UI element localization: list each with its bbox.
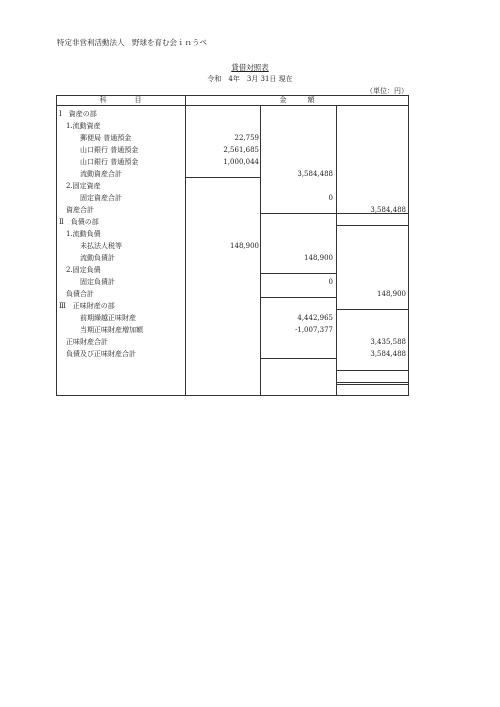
row-amount-c1 [186, 168, 259, 180]
row-amount-c3 [338, 180, 406, 192]
row-amount-c1 [186, 120, 259, 132]
row-amount-c3 [338, 228, 406, 240]
row-amount-c1: 148,900 [230, 242, 259, 250]
row-amount-c3: 148,900 [377, 290, 406, 298]
row-amount-c3 [338, 120, 406, 132]
row-amount-c1 [186, 276, 259, 288]
row-label: 山口銀行 普通預金 [59, 158, 139, 166]
as-of-date: 令和 4年 3月 31日 現在 [207, 75, 293, 83]
row-label: 未払法人税等 [59, 242, 122, 250]
balance-sheet-table [56, 95, 409, 396]
row-amount-c2 [262, 216, 333, 228]
row-amount-c3 [338, 240, 406, 252]
row-label: 2.固定資産 [59, 182, 101, 190]
row-amount-c2 [262, 336, 333, 348]
row-label: 正味財産合計 [59, 338, 108, 346]
rule-net-total-bottom [337, 382, 408, 383]
row-amount-c1 [186, 216, 259, 228]
row-amount-c2 [262, 240, 333, 252]
row-amount-c3 [338, 300, 406, 312]
row-amount-c2 [262, 132, 333, 144]
row-amount-c2: 0 [328, 194, 333, 202]
amount-col1-divider [260, 105, 261, 395]
row-label: 2.固定負債 [59, 266, 101, 274]
header-amount: 金 額 [279, 96, 315, 104]
row-amount-c3 [338, 144, 406, 156]
row-amount-c1 [186, 108, 259, 120]
row-amount-c1: 1,000,044 [223, 158, 259, 166]
row-amount-c2: -1,007,377 [295, 326, 333, 334]
row-amount-c3: 3,584,488 [370, 206, 406, 214]
row-amount-c3: 3,435,588 [370, 338, 406, 346]
header-subject: 科 目 [99, 96, 142, 104]
row-label: 当期正味財産増加額 [59, 326, 143, 334]
row-label: 1.流動負債 [59, 230, 101, 238]
row-amount-c1 [186, 228, 259, 240]
row-amount-c1 [186, 264, 259, 276]
row-amount-c3 [338, 264, 406, 276]
row-amount-c3 [338, 108, 406, 120]
row-label: 1.流動資産 [59, 122, 101, 130]
row-amount-c1 [186, 324, 259, 336]
row-amount-c1 [186, 312, 259, 324]
row-amount-c2 [262, 348, 333, 360]
rule-net-total-top [337, 370, 408, 371]
row-amount-c1 [186, 180, 259, 192]
row-amount-c2 [262, 204, 333, 216]
row-label: 山口銀行 普通預金 [59, 146, 139, 154]
row-amount-c3 [338, 216, 406, 228]
row-amount-c1 [186, 204, 259, 216]
row-label: 流動資産合計 [59, 170, 122, 178]
row-label: 負債合計 [59, 290, 94, 298]
row-amount-c3 [338, 276, 406, 288]
row-amount-c3 [338, 324, 406, 336]
row-amount-c2 [262, 120, 333, 132]
header-divider [56, 105, 408, 106]
row-amount-c3 [338, 132, 406, 144]
row-amount-c1 [186, 336, 259, 348]
row-amount-c1 [186, 252, 259, 264]
row-amount-c2 [262, 144, 333, 156]
row-amount-c3 [338, 312, 406, 324]
row-label: Ⅰ 資産の部 [59, 110, 97, 118]
row-amount-c3 [338, 168, 406, 180]
row-amount-c2: 148,900 [304, 254, 333, 262]
row-label: 前期繰越正味財産 [59, 314, 136, 322]
row-amount-c1: 2,561,685 [223, 146, 259, 154]
document-title-wrap [0, 62, 500, 73]
row-amount-c2 [262, 288, 333, 300]
row-amount-c1: 22,759 [234, 134, 259, 142]
row-amount-c1 [186, 348, 259, 360]
row-label: 固定資産合計 [59, 194, 122, 202]
document-title: 貸借対照表 [231, 63, 269, 72]
row-amount-c2 [262, 264, 333, 276]
row-label: 負債及び正味財産合計 [59, 350, 136, 358]
row-label: Ⅲ 正味財産の部 [59, 302, 115, 310]
rule-net-total-double [337, 384, 408, 385]
row-amount-c2: 3,584,488 [297, 170, 333, 178]
row-amount-c2: 0 [328, 278, 333, 286]
row-amount-c2 [262, 228, 333, 240]
row-amount-c3: 3,584,488 [370, 350, 406, 358]
row-amount-c2 [262, 108, 333, 120]
row-label: 固定負債計 [59, 278, 115, 286]
organization-name: 特定非営利活動法人 野球を育む会ｉｎうべ [57, 38, 207, 47]
row-amount-c3 [338, 156, 406, 168]
unit-label: （単位：円） [366, 87, 408, 95]
row-amount-c1 [186, 192, 259, 204]
row-amount-c2: 4,442,965 [297, 314, 333, 322]
row-amount-c3 [338, 252, 406, 264]
row-label: Ⅱ 負債の部 [59, 218, 99, 226]
row-label: 郵便局 普通預金 [59, 134, 132, 142]
row-amount-c2 [262, 180, 333, 192]
row-label: 流動負債計 [59, 254, 115, 262]
row-amount-c3 [338, 192, 406, 204]
row-label: 資産合計 [59, 206, 94, 214]
row-amount-c1 [186, 288, 259, 300]
amount-col2-divider [336, 105, 337, 395]
row-amount-c2 [262, 156, 333, 168]
row-amount-c1 [186, 300, 259, 312]
row-amount-c2 [262, 300, 333, 312]
